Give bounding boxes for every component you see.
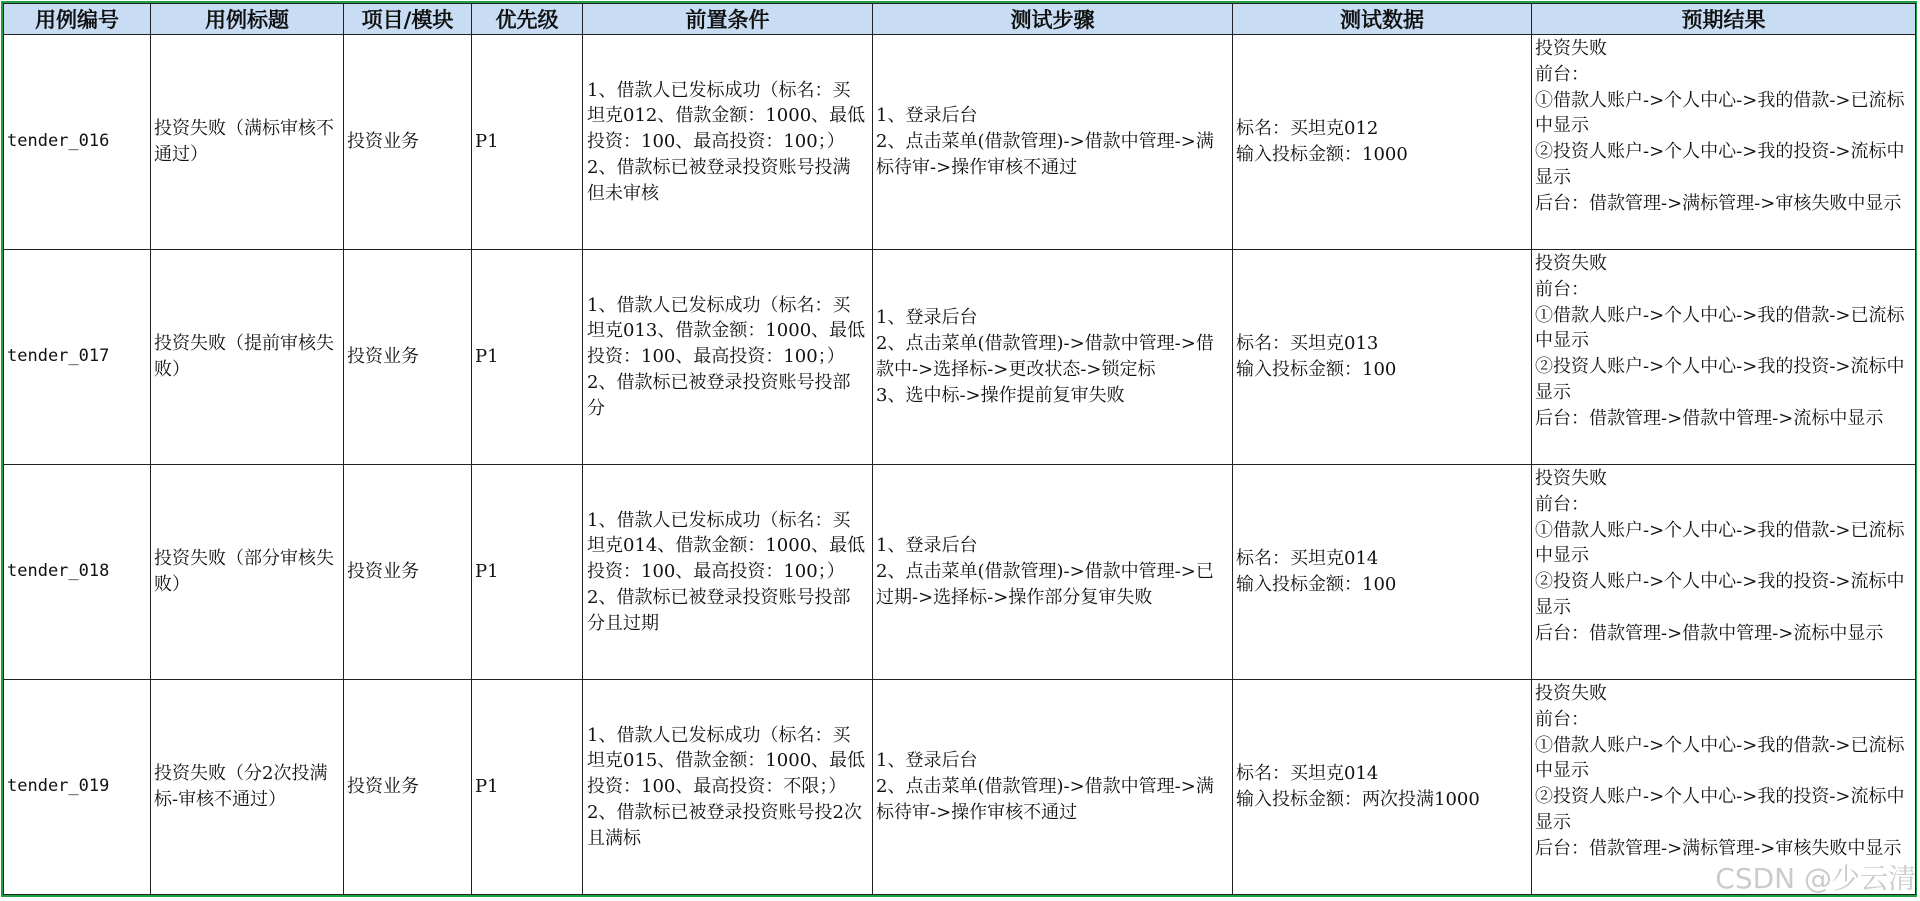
case-id-cell: tender_019 — [4, 680, 151, 895]
module-cell: 投资业务 — [344, 250, 472, 465]
expected-cell — [1532, 35, 1916, 250]
priority-cell: P1 — [472, 465, 583, 680]
step-line: 3、选中标->操作提前复审失败 — [876, 384, 1125, 406]
case-title-cell: 投资失败（满标审核不通过） — [151, 35, 344, 250]
expected-line: 投资失败 — [1535, 683, 1607, 704]
test-data-line: 标名：买坦克014 — [1236, 548, 1379, 570]
table-row — [4, 35, 1916, 250]
header-case-id: 用例编号 — [4, 4, 151, 35]
expected-line: 前台： — [1535, 493, 1589, 515]
table-row — [4, 250, 1916, 465]
precondition-line: 2、借款标已被登录投资账号投满但未审核 — [587, 156, 851, 204]
steps-cell — [873, 465, 1233, 680]
test-data-cell — [1233, 680, 1532, 895]
watermark: CSDN @少云清 — [1715, 862, 1916, 895]
header-steps: 测试步骤 — [873, 4, 1233, 35]
step-line: 2、点击菜单(借款管理)->借款中管理->满标待审->操作审核不通过 — [876, 776, 1214, 823]
test-data-line: 标名：买坦克014 — [1236, 763, 1379, 785]
precondition-line: 2、借款标已被登录投资账号投2次且满标 — [587, 801, 862, 849]
steps-cell — [873, 35, 1233, 250]
step-line: 1、登录后台 — [876, 105, 978, 127]
module-cell: 投资业务 — [344, 465, 472, 680]
precondition-cell — [583, 35, 873, 250]
test-data-cell — [1233, 250, 1532, 465]
expected-cell — [1532, 680, 1916, 895]
case-title-cell: 投资失败（部分审核失败） — [151, 465, 344, 680]
test-data-line: 标名：买坦克013 — [1236, 333, 1379, 355]
expected-cell — [1532, 465, 1916, 680]
expected-line: ②投资人账户->个人中心->我的投资->流标中显示 — [1535, 786, 1905, 833]
header-module: 项目/模块 — [344, 4, 472, 35]
expected-line: 后台：借款管理->满标管理->审核失败中显示 — [1535, 192, 1902, 214]
case-title-cell: 投资失败（提前审核失败） — [151, 250, 344, 465]
expected-line: ①借款人账户->个人中心->我的借款->已流标中显示 — [1535, 519, 1905, 567]
expected-line: ①借款人账户->个人中心->我的借款->已流标中显示 — [1535, 734, 1905, 782]
header-expected: 预期结果 — [1532, 4, 1916, 35]
test-case-table — [3, 3, 1916, 895]
steps-cell — [873, 680, 1233, 895]
test-case-sheet — [1, 1, 1917, 897]
step-line: 2、点击菜单(借款管理)->借款中管理->借款中->选择标->更改状态->锁定标 — [876, 333, 1214, 380]
expected-line: 后台：借款管理->满标管理->审核失败中显示 — [1535, 837, 1902, 859]
expected-line: 前台： — [1535, 708, 1589, 730]
expected-line: ②投资人账户->个人中心->我的投资->流标中显示 — [1535, 141, 1905, 188]
expected-line: 前台： — [1535, 278, 1589, 300]
test-data-line: 输入投标金额：1000 — [1236, 144, 1408, 165]
case-title-cell: 投资失败（分2次投满标-审核不通过） — [151, 680, 344, 895]
step-line: 1、登录后台 — [876, 535, 978, 557]
case-id-cell: tender_016 — [4, 35, 151, 250]
precondition-line: 1、借款人已发标成功（标名：买坦克013、借款金额：1000、最低投资：100、最高投资：100；） — [587, 294, 866, 368]
table-row — [4, 680, 1916, 895]
precondition-cell — [583, 465, 873, 680]
header-precondition: 前置条件 — [583, 4, 873, 35]
expected-cell — [1532, 250, 1916, 465]
steps-cell — [873, 250, 1233, 465]
module-cell: 投资业务 — [344, 35, 472, 250]
header-case-title: 用例标题 — [151, 4, 344, 35]
header-row — [4, 4, 1916, 35]
table-row — [4, 465, 1916, 680]
precondition-line: 1、借款人已发标成功（标名：买坦克014、借款金额：1000、最低投资：100、最高投资：100；） — [587, 509, 866, 583]
test-data-cell — [1233, 465, 1532, 680]
test-data-cell — [1233, 35, 1532, 250]
expected-line: 后台：借款管理->借款中管理->流标中显示 — [1535, 407, 1884, 429]
step-line: 2、点击菜单(借款管理)->借款中管理->满标待审->操作审核不通过 — [876, 131, 1214, 178]
precondition-line: 2、借款标已被登录投资账号投部分 — [587, 371, 851, 419]
expected-line: ②投资人账户->个人中心->我的投资->流标中显示 — [1535, 571, 1905, 618]
expected-line: 投资失败 — [1535, 468, 1607, 489]
case-id-cell: tender_017 — [4, 250, 151, 465]
header-priority: 优先级 — [472, 4, 583, 35]
expected-line: 前台： — [1535, 63, 1589, 85]
test-data-line: 输入投标金额：100 — [1236, 359, 1397, 380]
test-data-line: 输入投标金额：两次投满1000 — [1236, 789, 1480, 810]
test-data-line: 标名：买坦克012 — [1236, 118, 1379, 140]
step-line: 1、登录后台 — [876, 750, 978, 772]
precondition-line: 1、借款人已发标成功（标名：买坦克012、借款金额：1000、最低投资：100、最高投资：100；） — [587, 79, 866, 153]
expected-line: 后台：借款管理->借款中管理->流标中显示 — [1535, 622, 1884, 644]
header-test-data: 测试数据 — [1233, 4, 1532, 35]
expected-line: ②投资人账户->个人中心->我的投资->流标中显示 — [1535, 356, 1905, 403]
step-line: 2、点击菜单(借款管理)->借款中管理->已过期->选择标->操作部分复审失败 — [876, 561, 1214, 608]
priority-cell: P1 — [472, 250, 583, 465]
expected-line: 投资失败 — [1535, 253, 1607, 274]
priority-cell: P1 — [472, 35, 583, 250]
precondition-line: 1、借款人已发标成功（标名：买坦克015、借款金额：1000、最低投资：100、最高投资：不限；） — [587, 724, 866, 798]
test-data-line: 输入投标金额：100 — [1236, 574, 1397, 595]
precondition-cell — [583, 680, 873, 895]
expected-line: ①借款人账户->个人中心->我的借款->已流标中显示 — [1535, 304, 1905, 352]
expected-line: ①借款人账户->个人中心->我的借款->已流标中显示 — [1535, 89, 1905, 137]
step-line: 1、登录后台 — [876, 307, 978, 329]
module-cell: 投资业务 — [344, 680, 472, 895]
priority-cell: P1 — [472, 680, 583, 895]
precondition-line: 2、借款标已被登录投资账号投部分且过期 — [587, 586, 851, 634]
precondition-cell — [583, 250, 873, 465]
expected-line: 投资失败 — [1535, 38, 1607, 59]
case-id-cell: tender_018 — [4, 465, 151, 680]
